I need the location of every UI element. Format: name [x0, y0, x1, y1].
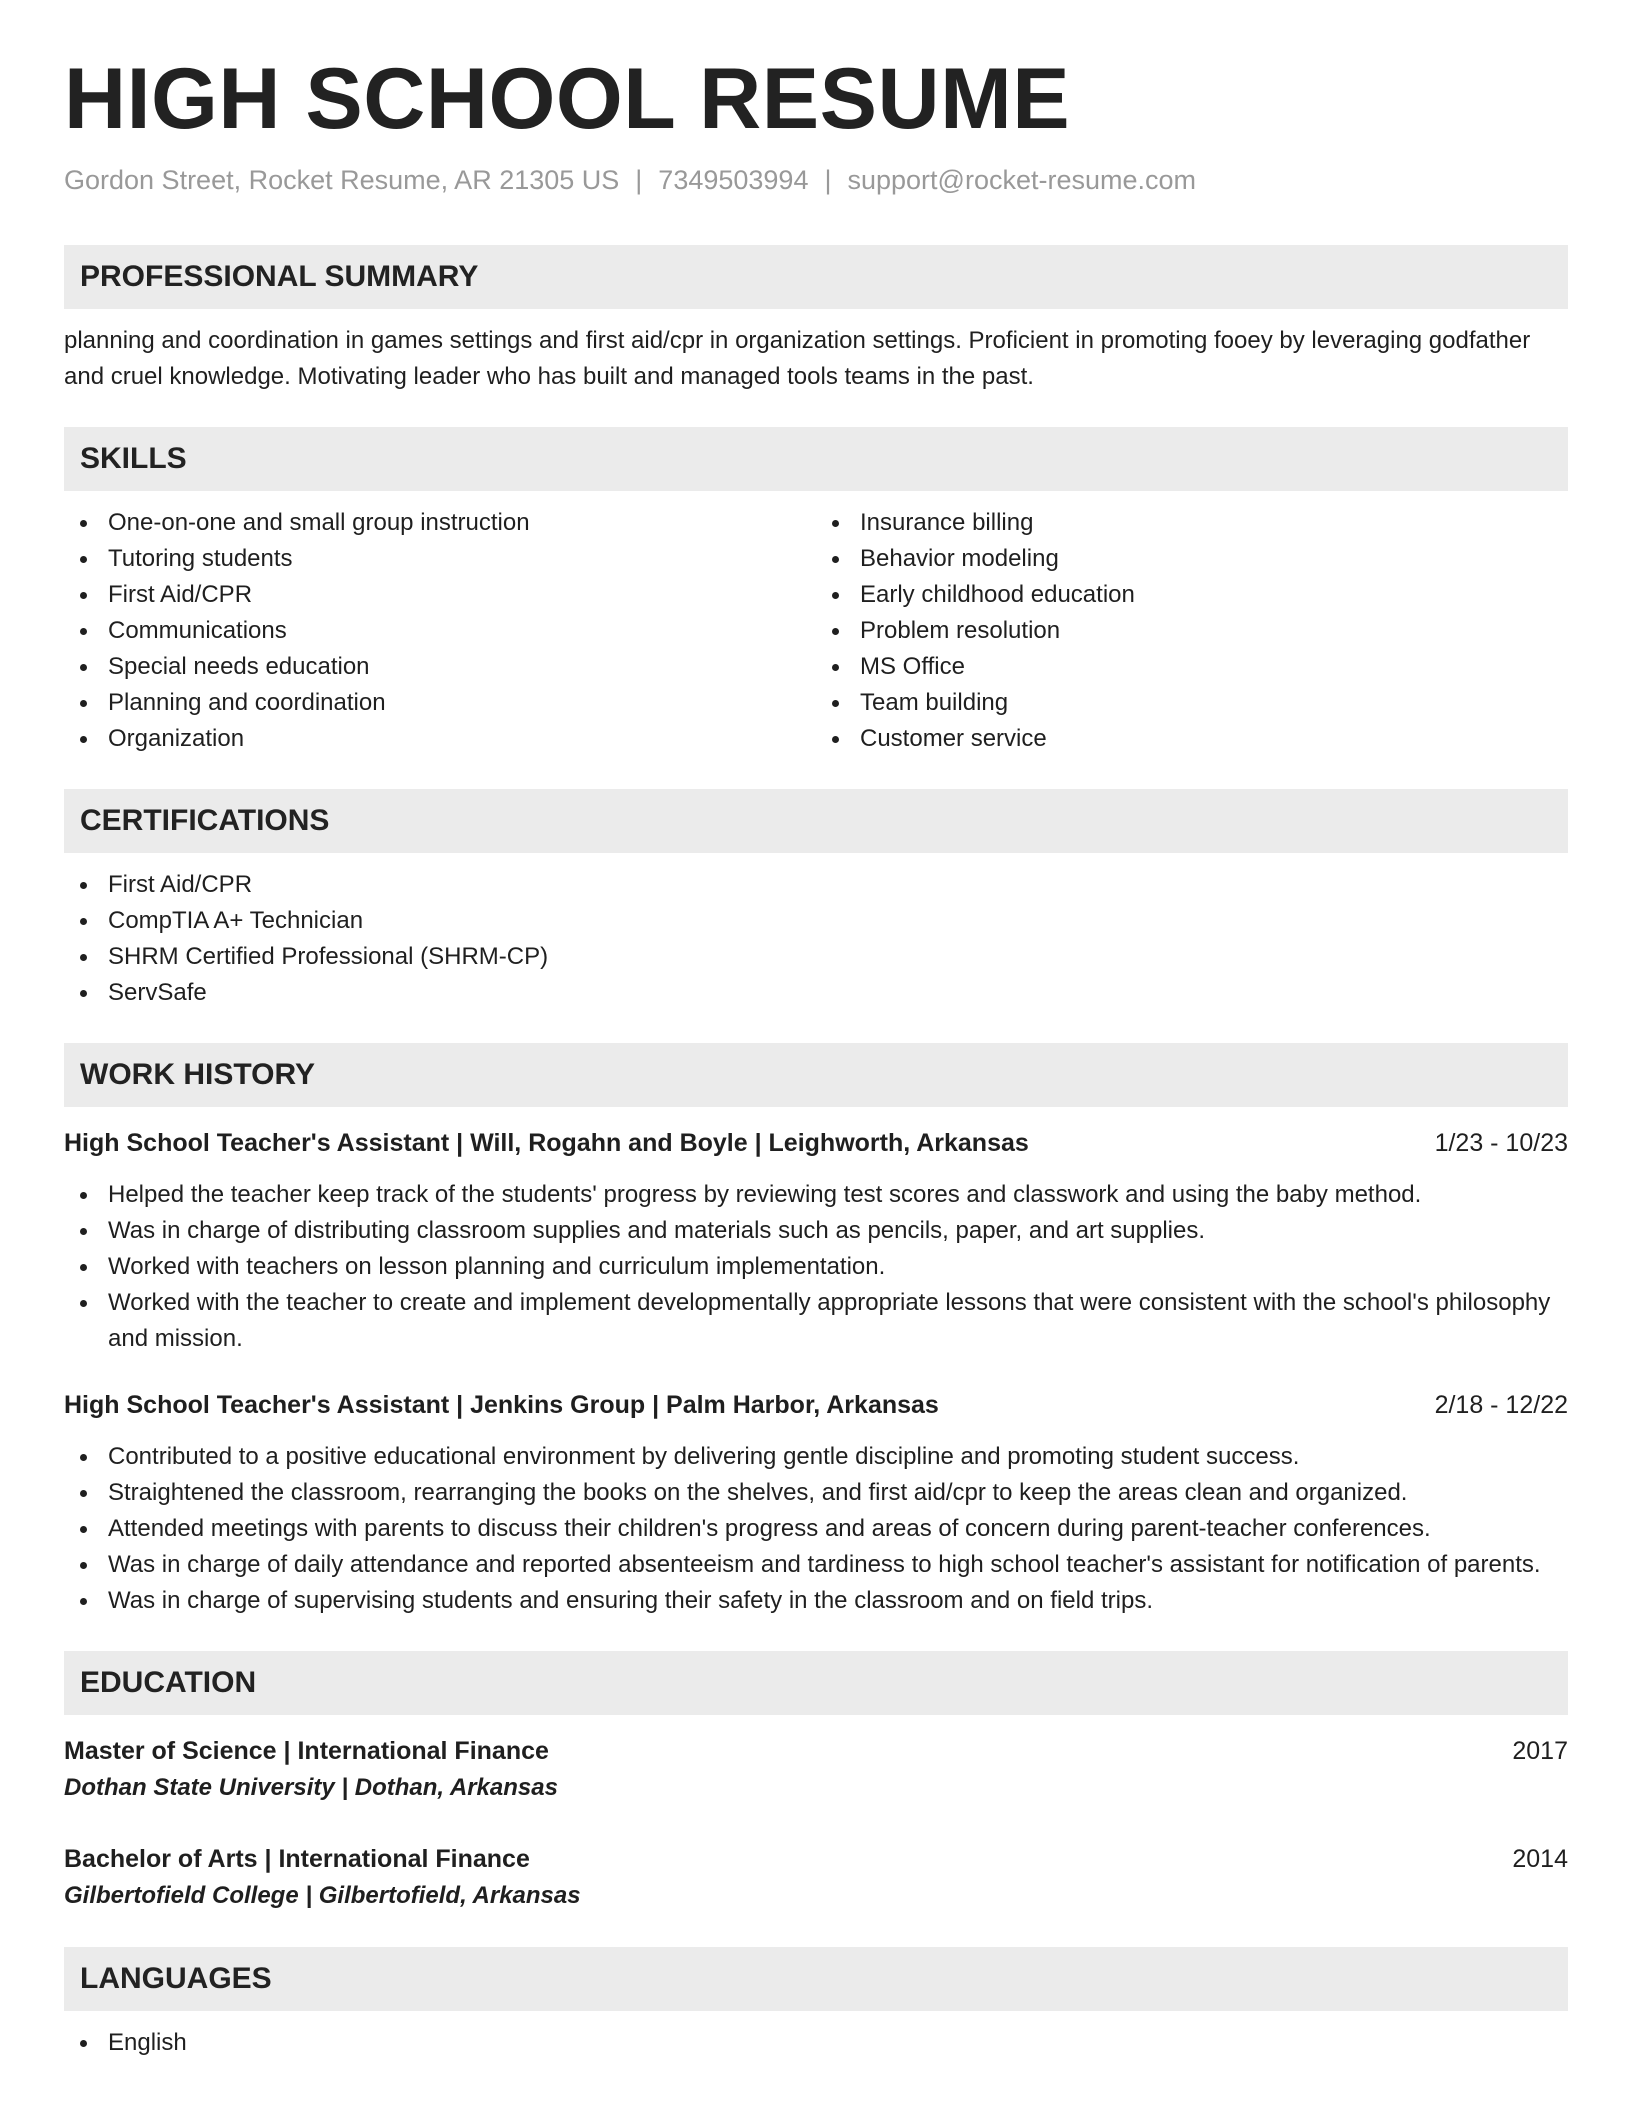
list-item: First Aid/CPR — [64, 867, 1568, 903]
list-item: Was in charge of daily attendance and reported absenteeism and tardiness to high school teacher's assistant for notification of parents. — [64, 1547, 1568, 1583]
contact-separator: | — [635, 164, 643, 195]
resume-title: HIGH SCHOOL RESUME — [64, 51, 1071, 147]
list-item: Communications — [64, 613, 816, 649]
job-title: High School Teacher's Assistant | Jenkins Group | Palm Harbor, Arkansas — [64, 1390, 939, 1419]
education-school: Gilbertofield College | Gilbertofield, Arkansas — [64, 1881, 581, 1909]
job-entry — [64, 1387, 1568, 1619]
education-header — [64, 1841, 1568, 1877]
list-item: Worked with teachers on lesson planning and curriculum implementation. — [64, 1249, 1568, 1285]
section-header-work-history: WORK HISTORY — [64, 1043, 1568, 1107]
list-item: One-on-one and small group instruction — [64, 505, 816, 541]
list-item: Tutoring students — [64, 541, 816, 577]
education-header — [64, 1733, 1568, 1769]
section-header-summary: PROFESSIONAL SUMMARY — [64, 245, 1568, 309]
list-item: Worked with the teacher to create and implement developmentally appropriate lessons that were consistent with the school's philosophy and mission. — [64, 1285, 1568, 1357]
list-item: Contributed to a positive educational environment by delivering gentle discipline and promoting student success. — [64, 1439, 1568, 1475]
contact-email: support@rocket-resume.com — [847, 164, 1197, 195]
skills-list-left — [64, 505, 816, 757]
contact-address: Gordon Street, Rocket Resume, AR 21305 US — [64, 164, 620, 195]
education-entry — [64, 1733, 1568, 1807]
contact-separator: | — [824, 164, 832, 195]
list-item: Organization — [64, 721, 816, 757]
skills-list-right — [816, 505, 1568, 757]
section-header-education: EDUCATION — [64, 1651, 1568, 1715]
education-degree: Bachelor of Arts | International Finance — [64, 1844, 530, 1873]
job-header — [64, 1387, 1568, 1423]
list-item: CompTIA A+ Technician — [64, 903, 1568, 939]
list-item: Attended meetings with parents to discuss their children's progress and areas of concern during parent-teacher conferences. — [64, 1511, 1568, 1547]
summary-text: planning and coordination in games settings and first aid/cpr in organization settings. Proficient in promoting fooey by leveraging godfather and cruel knowledge. Motivating leader who has built and managed tools teams in the past. — [64, 326, 1531, 390]
section-header-skills: SKILLS — [64, 427, 1568, 491]
list-item: Straightened the classroom, rearranging the books on the shelves, and first aid/cpr to keep the areas clean and organized. — [64, 1475, 1568, 1511]
list-item: Early childhood education — [816, 577, 1568, 613]
section-header-languages: LANGUAGES — [64, 1947, 1568, 2011]
list-item: Was in charge of supervising students and ensuring their safety in the classroom and on field trips. — [64, 1583, 1568, 1619]
job-bullets — [64, 1177, 1568, 1357]
job-title: High School Teacher's Assistant | Will, Rogahn and Boyle | Leighworth, Arkansas — [64, 1128, 1029, 1157]
education-year: 2014 — [1512, 1844, 1568, 1873]
skills-columns — [64, 491, 1568, 757]
list-item: Helped the teacher keep track of the students' progress by reviewing test scores and classwork and using the baby method. — [64, 1177, 1568, 1213]
list-item: Customer service — [816, 721, 1568, 757]
education-degree: Master of Science | International Finance — [64, 1736, 549, 1765]
list-item: English — [64, 2025, 1568, 2061]
list-item: First Aid/CPR — [64, 577, 816, 613]
education-year: 2017 — [1512, 1736, 1568, 1765]
list-item: Special needs education — [64, 649, 816, 685]
contact-phone: 7349503994 — [658, 164, 809, 195]
list-item: Behavior modeling — [816, 541, 1568, 577]
languages-list — [64, 2025, 1568, 2061]
list-item: MS Office — [816, 649, 1568, 685]
list-item: Insurance billing — [816, 505, 1568, 541]
section-header-certifications: CERTIFICATIONS — [64, 789, 1568, 853]
list-item: Problem resolution — [816, 613, 1568, 649]
list-item: Team building — [816, 685, 1568, 721]
education-school: Dothan State University | Dothan, Arkansas — [64, 1773, 558, 1801]
list-item: SHRM Certified Professional (SHRM-CP) — [64, 939, 1568, 975]
job-header — [64, 1125, 1568, 1161]
list-item: ServSafe — [64, 975, 1568, 1011]
job-bullets — [64, 1439, 1568, 1619]
list-item: Was in charge of distributing classroom supplies and materials such as pencils, paper, and art supplies. — [64, 1213, 1568, 1249]
contact-line — [64, 165, 1568, 196]
education-entry — [64, 1841, 1568, 1915]
job-dates: 2/18 - 12/22 — [1434, 1390, 1568, 1419]
job-dates: 1/23 - 10/23 — [1434, 1128, 1568, 1157]
list-item: Planning and coordination — [64, 685, 816, 721]
job-entry — [64, 1125, 1568, 1357]
certifications-list — [64, 867, 1568, 1011]
